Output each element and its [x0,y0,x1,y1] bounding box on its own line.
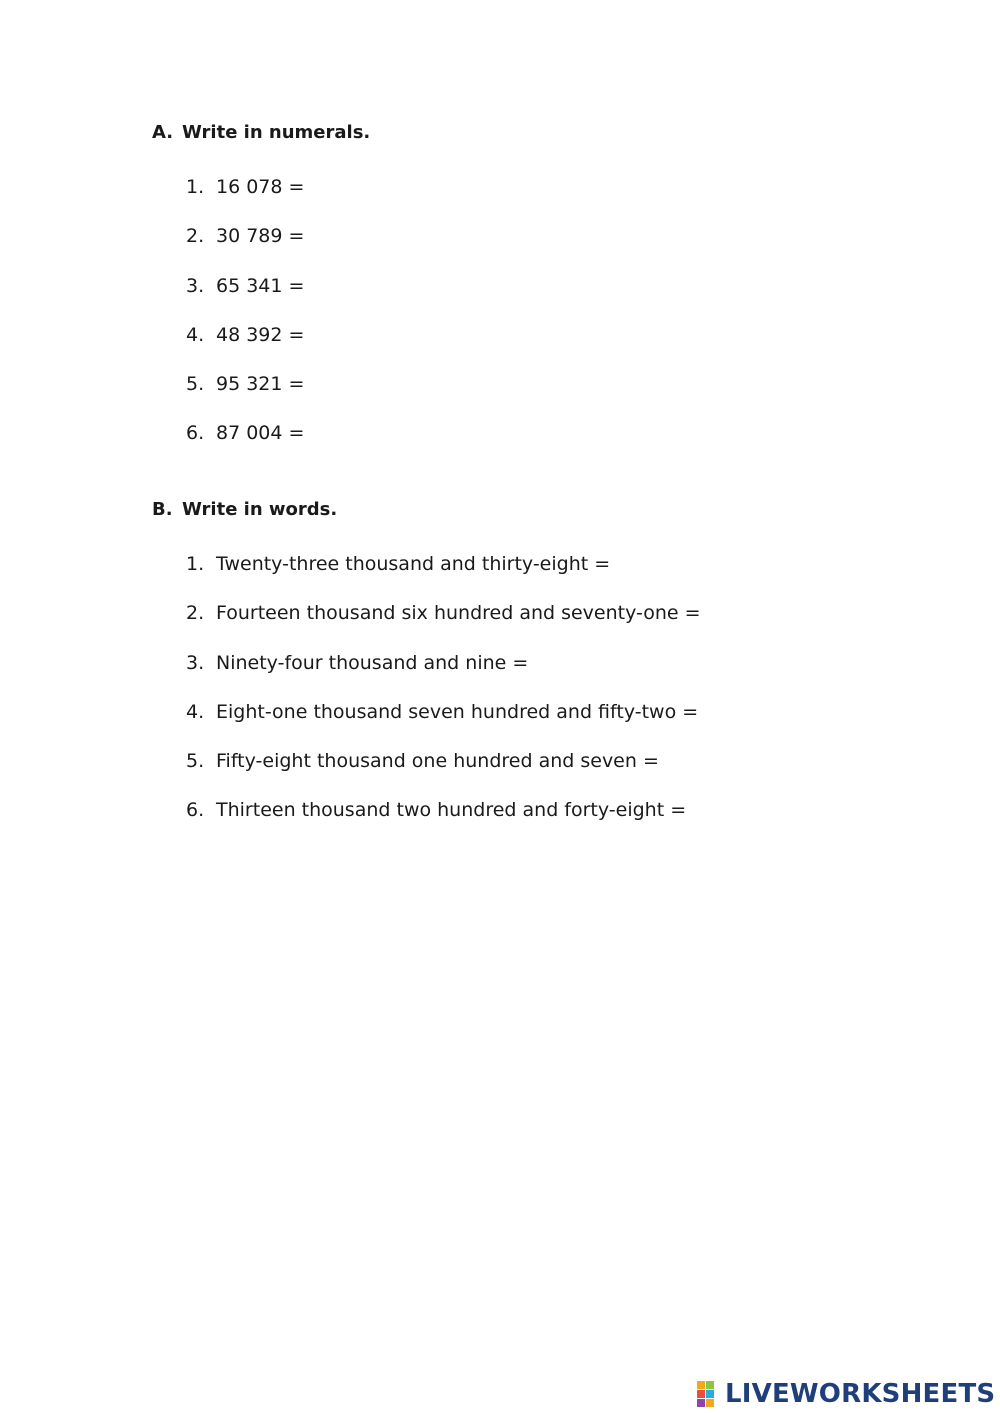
question-item [186,551,701,600]
liveworksheets-logo-icon [697,1381,723,1407]
question-item [186,600,701,649]
question-item [186,273,304,322]
question-item [186,748,701,797]
question-text: 87 004 = [216,422,305,445]
section-b-heading [152,497,932,523]
question-number: 1. [186,176,205,198]
section-b-title: Write in words. [182,499,338,520]
question-item [186,650,701,699]
question-item [186,174,304,223]
question-number: 3. [186,651,205,674]
section-a-question-list [186,174,304,470]
question-text: Ninety-four thousand and nine = [216,651,529,674]
question-text: Eight-one thousand seven hundred and fifty-two = [216,700,699,723]
question-text: Thirteen thousand two hundred and forty-eight = [216,799,687,822]
question-number: 1. [186,553,205,575]
section-b [152,497,932,822]
question-number: 2. [186,602,205,625]
question-number: 5. [186,373,205,396]
question-text: Twenty-three thousand and thirty-eight = [216,553,611,575]
question-number: 4. [186,700,205,723]
question-item [186,371,304,420]
question-text: 95 321 = [216,373,305,396]
question-number: 5. [186,750,205,773]
section-b-letter: B. [152,499,173,520]
question-item [186,322,304,371]
section-a-title: Write in numerals. [182,122,371,143]
section-a-heading [152,120,932,146]
question-item [186,797,701,846]
question-text: 65 341 = [216,274,305,297]
brand-name: LIVEWORKSHEETS [725,1379,996,1409]
section-a-letter: A. [152,122,174,143]
question-item [186,420,304,469]
question-text: 48 392 = [216,323,305,346]
question-number: 6. [186,799,205,822]
question-text: 16 078 = [216,176,305,198]
question-text: 30 789 = [216,225,305,248]
question-number: 6. [186,422,205,445]
question-number: 4. [186,323,205,346]
section-b-question-list [186,551,701,847]
question-number: 3. [186,274,205,297]
section-a [152,120,932,445]
question-text: Fourteen thousand six hundred and seventy-one = [216,602,701,625]
question-item [186,699,701,748]
question-text: Fifty-eight thousand one hundred and seven = [216,750,659,773]
question-item [186,223,304,272]
question-number: 2. [186,225,205,248]
liveworksheets-brand[interactable] [697,1376,995,1412]
